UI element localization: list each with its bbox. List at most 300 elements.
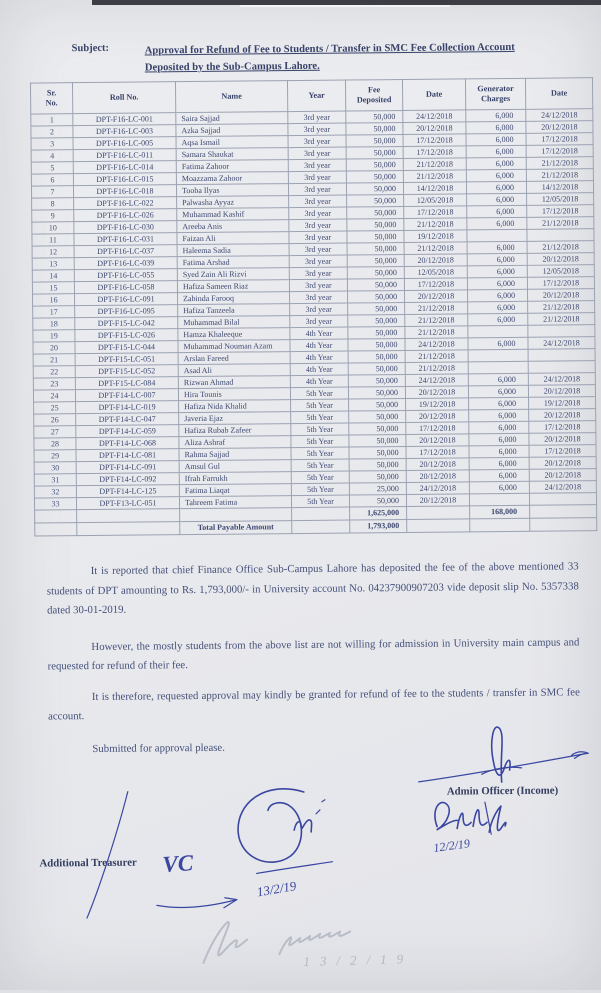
cell-date: 17/12/2018 bbox=[403, 134, 466, 147]
cell-gen_date: 20/12/2018 bbox=[529, 457, 596, 470]
subtotal-fee: 1,625,000 bbox=[350, 506, 407, 520]
cell-gen: 6,000 bbox=[467, 205, 527, 218]
cell-gen bbox=[468, 349, 528, 362]
cell bbox=[292, 520, 350, 534]
cell-gen_date: 14/12/2018 bbox=[526, 181, 593, 194]
cell-gen: 6,000 bbox=[468, 337, 528, 350]
cell-year: 5th Year bbox=[291, 471, 349, 484]
cell-name: Zabinda Farooq bbox=[178, 292, 290, 305]
cell-name: Syed Zain Ali Rizvi bbox=[177, 268, 289, 281]
fee-table-summary bbox=[35, 505, 597, 536]
cell-year: 3rd year bbox=[288, 135, 346, 148]
cell-sr: 29 bbox=[34, 450, 76, 462]
cell-gen_date: 17/12/2018 bbox=[526, 133, 593, 146]
cell-fee: 25,000 bbox=[349, 482, 406, 495]
cell-fee: 50,000 bbox=[347, 278, 404, 291]
cell-year: 3rd year bbox=[289, 231, 347, 244]
cell-year: 3rd year bbox=[288, 159, 346, 172]
cell-gen_date: 20/12/2018 bbox=[529, 469, 596, 482]
cell-fee: 50,000 bbox=[347, 254, 404, 267]
subtotal-generator: 168,000 bbox=[470, 505, 530, 519]
cell-date: 17/12/2018 bbox=[406, 422, 469, 435]
cell-roll: DPT-F14-LC-081 bbox=[76, 449, 179, 462]
cell-gen_date: 21/12/2018 bbox=[528, 313, 595, 326]
fee-table-body bbox=[31, 109, 597, 510]
cell-fee: 50,000 bbox=[347, 207, 404, 220]
cell-roll: DPT-F16-LC-001 bbox=[73, 113, 176, 126]
cell-fee: 50,000 bbox=[349, 494, 406, 507]
cell-gen_date: 17/12/2018 bbox=[527, 205, 594, 218]
circle-signature-stroke-icon bbox=[226, 780, 337, 881]
total-fee: 1,793,000 bbox=[350, 519, 407, 533]
cell-date: 21/12/2018 bbox=[405, 326, 468, 339]
cell-fee: 50,000 bbox=[348, 326, 405, 339]
cell-fee: 50,000 bbox=[347, 219, 404, 232]
cell-sr: 1 bbox=[31, 114, 73, 126]
cell-year: 4th Year bbox=[290, 363, 348, 376]
cell-fee: 50,000 bbox=[346, 135, 403, 148]
cell-gen: 6,000 bbox=[467, 217, 527, 230]
cell-year: 3rd year bbox=[288, 147, 346, 160]
cell-name: Ifrah Farrukh bbox=[179, 472, 291, 485]
cell-year: 3rd year bbox=[288, 111, 346, 124]
cell-fee: 50,000 bbox=[349, 446, 406, 459]
cell-gen_date: 19/12/2018 bbox=[529, 397, 596, 410]
cell-name: Aqsa Ismail bbox=[176, 136, 288, 149]
cell-sr: 33 bbox=[34, 498, 76, 510]
cell-name: Arslan Fareed bbox=[178, 352, 290, 365]
cell-date: 17/12/2018 bbox=[406, 446, 469, 459]
cell-gen_date: 12/05/2018 bbox=[527, 193, 594, 206]
cell-gen_date: 21/12/2018 bbox=[527, 241, 594, 254]
cell-gen_date: 17/12/2018 bbox=[529, 421, 596, 434]
cell-gen_date: 17/12/2018 bbox=[527, 277, 594, 290]
cell-roll: DPT-F15-LC-026 bbox=[75, 329, 178, 342]
cell-name: Muhammad Bilal bbox=[178, 316, 290, 329]
cell-roll: DPT-F16-LC-030 bbox=[74, 221, 177, 234]
cell-fee: 50,000 bbox=[348, 350, 405, 363]
col-header-name: Name bbox=[175, 81, 287, 113]
cell-date: 24/12/2018 bbox=[406, 482, 469, 495]
cell-sr: 28 bbox=[34, 438, 76, 450]
col-header-year: Year bbox=[287, 80, 345, 112]
cell-gen_date: 24/12/2018 bbox=[528, 373, 595, 386]
cell-gen: 6,000 bbox=[466, 157, 526, 170]
cell-year: 3rd year bbox=[289, 195, 347, 208]
cell-roll: DPT-F14-LC-068 bbox=[76, 437, 179, 450]
cell-gen_date bbox=[528, 361, 595, 374]
fee-table bbox=[30, 77, 597, 536]
cell-name: Rahma Sajjad bbox=[179, 448, 291, 461]
cell-date: 20/12/2018 bbox=[406, 470, 469, 483]
cell-name: Samara Shaukat bbox=[176, 148, 288, 161]
cell-gen_date: 24/12/2018 bbox=[526, 109, 593, 122]
cell-gen_date: 20/12/2018 bbox=[529, 433, 596, 446]
cell-sr: 17 bbox=[33, 306, 75, 318]
cell-year: 4th Year bbox=[290, 327, 348, 340]
cell-name: Tahreem Fatima bbox=[179, 496, 291, 509]
cell-gen: 6,000 bbox=[469, 445, 529, 458]
cell-gen_date bbox=[527, 229, 594, 242]
cell-name: Muhammad Nouman Azam bbox=[178, 340, 290, 353]
cell-gen_date bbox=[528, 349, 595, 362]
cell-year: 3rd year bbox=[289, 243, 347, 256]
cell-gen: 6,000 bbox=[469, 397, 529, 410]
cell bbox=[407, 506, 470, 520]
cell-roll: DPT-F16-LC-039 bbox=[74, 257, 177, 270]
cell-gen_date: 21/12/2018 bbox=[528, 301, 595, 314]
cell-roll: DPT-F16-LC-031 bbox=[74, 233, 177, 246]
cell-name: Asad Ali bbox=[178, 364, 290, 377]
cell-fee: 50,000 bbox=[349, 398, 406, 411]
cell-fee: 50,000 bbox=[349, 434, 406, 447]
cell-name: Muhammad Kashif bbox=[177, 208, 289, 221]
cell-sr: 2 bbox=[31, 126, 73, 138]
subject-row bbox=[72, 38, 562, 77]
cell-gen: 6,000 bbox=[469, 469, 529, 482]
cell-roll: DPT-F15-LC-042 bbox=[75, 317, 178, 330]
cell-fee: 50,000 bbox=[347, 290, 404, 303]
cell-date: 12/05/2018 bbox=[404, 266, 467, 279]
cell-name: Hafiza Rubab Zafeer bbox=[179, 424, 291, 437]
cell-gen: 6,000 bbox=[468, 385, 528, 398]
cell-date: 21/12/2018 bbox=[405, 362, 468, 375]
cell-year: 3rd year bbox=[290, 315, 348, 328]
cell-sr: 27 bbox=[34, 426, 76, 438]
cell-sr: 25 bbox=[34, 402, 76, 414]
cell-roll: DPT-F15-LC-084 bbox=[75, 377, 178, 390]
cell-sr: 9 bbox=[32, 210, 74, 222]
cell-fee: 50,000 bbox=[346, 123, 403, 136]
cell-date: 24/12/2018 bbox=[405, 374, 468, 387]
cell-sr: 16 bbox=[33, 294, 75, 306]
cell-year: 5th Year bbox=[290, 387, 348, 400]
cell-year: 5th Year bbox=[291, 399, 349, 412]
subject-label: Subject: bbox=[71, 42, 110, 55]
cell-roll: DPT-F16-LC-005 bbox=[73, 137, 176, 150]
cell-date: 21/12/2018 bbox=[403, 170, 466, 183]
cell-date: 24/12/2018 bbox=[403, 110, 466, 123]
cell-year: 5th Year bbox=[291, 483, 349, 496]
cell-name: Areeba Anis bbox=[177, 220, 289, 233]
cell-gen_date: 24/12/2018 bbox=[528, 337, 595, 350]
cell-fee: 50,000 bbox=[346, 111, 403, 124]
cell-sr: 11 bbox=[32, 234, 74, 246]
cell-fee: 50,000 bbox=[347, 230, 404, 243]
cell-gen: 6,000 bbox=[466, 121, 526, 134]
paragraph-submitted: Submitted for approval please. bbox=[92, 741, 225, 755]
cell-year: 3rd year bbox=[288, 183, 346, 196]
cell-fee: 50,000 bbox=[347, 266, 404, 279]
cell-gen: 6,000 bbox=[469, 433, 529, 446]
admin-signature-date: 12/2/19 bbox=[432, 836, 471, 855]
cell-year: 3rd year bbox=[289, 255, 347, 268]
cell-date: 19/12/2018 bbox=[404, 230, 467, 243]
cell-name: Fatima Zahoor bbox=[176, 160, 288, 173]
cell-sr: 13 bbox=[32, 258, 74, 270]
cell-name: Hamza Khaleeque bbox=[178, 328, 290, 341]
cell-date: 21/12/2018 bbox=[405, 302, 468, 315]
cell-gen_date: 20/12/2018 bbox=[526, 121, 593, 134]
cell bbox=[530, 505, 597, 519]
cell-roll: DPT-F14-LC-125 bbox=[76, 485, 179, 498]
cell-gen: 6,000 bbox=[466, 169, 526, 182]
cell-date: 20/12/2018 bbox=[406, 410, 469, 423]
admin-officer-signature bbox=[415, 723, 594, 787]
cell bbox=[77, 509, 180, 523]
cell-roll: DPT-F16-LC-011 bbox=[73, 149, 176, 162]
cell-gen_date: 20/12/2018 bbox=[529, 409, 596, 422]
cell-fee: 50,000 bbox=[348, 374, 405, 387]
cell bbox=[292, 507, 350, 521]
cell-fee: 50,000 bbox=[347, 242, 404, 255]
col-header-date-2: Date bbox=[525, 78, 592, 110]
cell-fee: 50,000 bbox=[346, 147, 403, 160]
cell-roll: DPT-F15-LC-051 bbox=[75, 353, 178, 366]
cell-gen: 6,000 bbox=[468, 313, 528, 326]
paragraph-deposit-report: It is reported that chief Finance Office Sub-Campus Lahore has deposited the fee of the above mentioned 33 students of DPT amounting to Rs. 1,793,000/- in University account No. 04237900907203 vide deposit slip No. 5357338 dated 30-01-2019. bbox=[46, 560, 579, 617]
cell-year: 3rd year bbox=[288, 123, 346, 136]
cell-sr: 32 bbox=[34, 486, 76, 498]
treasurer-slash-mark bbox=[76, 790, 137, 923]
cell-gen: 6,000 bbox=[468, 373, 528, 386]
cell bbox=[180, 508, 292, 522]
cell-date: 20/12/2018 bbox=[406, 434, 469, 447]
cell-sr: 23 bbox=[33, 378, 75, 390]
cell-year: 3rd year bbox=[289, 291, 347, 304]
cell-fee: 50,000 bbox=[346, 159, 403, 172]
cell-gen_date bbox=[528, 325, 595, 338]
cell bbox=[77, 522, 180, 536]
cell-year: 4th Year bbox=[290, 351, 348, 364]
admin-officer-label: Admin Officer (Income) bbox=[446, 784, 559, 798]
cell-year: 3rd year bbox=[289, 219, 347, 232]
cell-fee: 50,000 bbox=[348, 362, 405, 375]
cell-gen: 6,000 bbox=[466, 145, 526, 158]
cell-gen_date: 20/12/2018 bbox=[528, 385, 595, 398]
cell-gen bbox=[467, 229, 527, 242]
cell-gen: 6,000 bbox=[466, 181, 526, 194]
cell-roll: DPT-F14-LC-007 bbox=[75, 389, 178, 402]
cell-gen_date: 20/12/2018 bbox=[527, 289, 594, 302]
cell-gen_date: 20/12/2018 bbox=[527, 253, 594, 266]
cell-year: 5th Year bbox=[291, 411, 349, 424]
cell-roll: DPT-F13-LC-051 bbox=[76, 497, 179, 510]
cell-roll: DPT-F14-LC-091 bbox=[76, 461, 179, 474]
cell-roll: DPT-F16-LC-058 bbox=[74, 281, 177, 294]
cell-year: 4th Year bbox=[290, 375, 348, 388]
pencil-date-mark bbox=[303, 951, 413, 970]
cell-roll: DPT-F14-LC-047 bbox=[76, 413, 179, 426]
cell-gen_date: 21/12/2018 bbox=[526, 157, 593, 170]
cell-sr: 4 bbox=[31, 150, 73, 162]
cell-roll: DPT-F14-LC-092 bbox=[76, 473, 179, 486]
vc-initials: VC bbox=[161, 850, 194, 878]
cell-roll: DPT-F16-LC-015 bbox=[73, 173, 176, 186]
cell-gen_date: 17/12/2018 bbox=[526, 145, 593, 158]
cell-gen bbox=[468, 325, 528, 338]
cell-name: Hafiza Sameen Riaz bbox=[177, 280, 289, 293]
cell-fee: 50,000 bbox=[349, 422, 406, 435]
cell-name: Faizan Ali bbox=[177, 232, 289, 245]
cell-sr: 24 bbox=[33, 390, 75, 402]
cell-fee: 50,000 bbox=[349, 458, 406, 471]
cell-gen_date: 17/12/2018 bbox=[529, 445, 596, 458]
cell-date: 20/12/2018 bbox=[405, 386, 468, 399]
cell-date: 17/12/2018 bbox=[404, 206, 467, 219]
cell-name: Aliza Ashraf bbox=[179, 436, 291, 449]
cell-sr: 12 bbox=[32, 246, 74, 258]
cell-date: 20/12/2018 bbox=[404, 290, 467, 303]
cell-gen: 6,000 bbox=[469, 421, 529, 434]
cell-gen: 6,000 bbox=[467, 289, 527, 302]
cell-gen_date: 21/12/2018 bbox=[527, 217, 594, 230]
cell-gen: 6,000 bbox=[467, 193, 527, 206]
cell-roll: DPT-F16-LC-055 bbox=[74, 269, 177, 282]
cell-date: 24/12/2018 bbox=[405, 338, 468, 351]
cell-sr: 19 bbox=[33, 330, 75, 342]
cell-name: Rizwan Ahmad bbox=[178, 376, 290, 389]
cell-sr: 30 bbox=[34, 462, 76, 474]
cell-gen bbox=[469, 493, 529, 506]
cell-roll: DPT-F16-LC-026 bbox=[74, 209, 177, 222]
cell-date: 20/12/2018 bbox=[403, 122, 466, 135]
cell-roll: DPT-F15-LC-052 bbox=[75, 365, 178, 378]
cell bbox=[35, 510, 77, 523]
cell-roll: DPT-F16-LC-095 bbox=[75, 305, 178, 318]
col-header-sr-no: Sr. No. bbox=[30, 83, 72, 114]
cell-name: Hira Tounis bbox=[178, 388, 290, 401]
cell-year: 5th Year bbox=[291, 447, 349, 460]
cell-fee: 50,000 bbox=[347, 195, 404, 208]
approver-signature-date: 13/2/19 bbox=[255, 878, 298, 900]
cell bbox=[470, 518, 530, 532]
cell-name: Javeria Ejaz bbox=[179, 412, 291, 425]
cell-date: 14/12/2018 bbox=[403, 182, 466, 195]
cell-gen: 6,000 bbox=[467, 265, 527, 278]
cell-date: 17/12/2018 bbox=[403, 146, 466, 159]
cell-year: 4th Year bbox=[290, 339, 348, 352]
cell-date: 21/12/2018 bbox=[403, 158, 466, 171]
cell-sr: 21 bbox=[33, 354, 75, 366]
cell-year: 3rd year bbox=[289, 267, 347, 280]
cell-roll: DPT-F16-LC-014 bbox=[73, 161, 176, 174]
cell-date: 20/12/2018 bbox=[404, 254, 467, 267]
cell-roll: DPT-F16-LC-018 bbox=[73, 185, 176, 198]
slash-stroke-icon bbox=[76, 790, 137, 923]
cell-date: 21/12/2018 bbox=[405, 314, 468, 327]
cell-name: Fatima Liaqat bbox=[179, 484, 291, 497]
cell-fee: 50,000 bbox=[349, 470, 406, 483]
cell-sr: 14 bbox=[32, 270, 74, 282]
cell-gen: 6,000 bbox=[467, 253, 527, 266]
cell-name: Azka Sajjad bbox=[176, 124, 288, 137]
cell bbox=[530, 518, 597, 532]
cell-sr: 26 bbox=[34, 414, 76, 426]
cell bbox=[35, 523, 77, 536]
cell-sr: 22 bbox=[33, 366, 75, 378]
cell-roll: DPT-F14-LC-059 bbox=[76, 425, 179, 438]
cell bbox=[407, 519, 470, 533]
cell-date: 20/12/2018 bbox=[406, 458, 469, 471]
cell-sr: 18 bbox=[33, 318, 75, 330]
cell-name: Tooba Ilyas bbox=[176, 184, 288, 197]
cell-gen: 6,000 bbox=[466, 109, 526, 122]
col-header-roll-no: Roll No. bbox=[72, 82, 175, 114]
cell-year: 5th Year bbox=[291, 423, 349, 436]
cell-gen bbox=[468, 361, 528, 374]
cell-gen: 6,000 bbox=[469, 409, 529, 422]
cell-date: 21/12/2018 bbox=[404, 218, 467, 231]
cell-year: 5th Year bbox=[291, 459, 349, 472]
cell-date: 19/12/2018 bbox=[406, 398, 469, 411]
cell-gen_date: 21/12/2018 bbox=[526, 169, 593, 182]
cell-date: 17/12/2018 bbox=[404, 278, 467, 291]
cell-gen: 6,000 bbox=[467, 277, 527, 290]
cell-year: 5th Year bbox=[291, 435, 349, 448]
cell-sr: 15 bbox=[32, 282, 74, 294]
cell-fee: 50,000 bbox=[348, 314, 405, 327]
cell-year: 5th Year bbox=[291, 495, 349, 508]
cell-gen: 6,000 bbox=[469, 457, 529, 470]
cell-date: 21/12/2018 bbox=[405, 350, 468, 363]
cell-year: 3rd year bbox=[289, 279, 347, 292]
cell-gen: 6,000 bbox=[468, 301, 528, 314]
initials-stroke-icon bbox=[425, 794, 517, 837]
cell-fee: 50,000 bbox=[348, 386, 405, 399]
cell-name: Hafiza Nida Khalid bbox=[179, 400, 291, 413]
cell-sr: 5 bbox=[31, 162, 73, 174]
cell-gen: 6,000 bbox=[469, 481, 529, 494]
cell-year: 3rd year bbox=[290, 303, 348, 316]
col-header-date: Date bbox=[402, 79, 465, 111]
col-header-fee-deposited: Fee Deposited bbox=[345, 80, 402, 112]
col-header-generator-charges: Generator Charges bbox=[465, 78, 525, 110]
additional-treasurer-label: Additional Treasurer bbox=[39, 856, 137, 870]
cell-roll: DPT-F16-LC-022 bbox=[74, 197, 177, 210]
cell-sr: 10 bbox=[32, 222, 74, 234]
cell-date: 20/12/2018 bbox=[406, 494, 469, 507]
cell-roll: DPT-F16-LC-037 bbox=[74, 245, 177, 258]
vc-initials-mark bbox=[162, 851, 193, 877]
signature-stroke-icon bbox=[415, 723, 594, 787]
cell-roll: DPT-F14-LC-019 bbox=[76, 401, 179, 414]
cell-sr: 31 bbox=[34, 474, 76, 486]
cell-roll: DPT-F16-LC-003 bbox=[73, 125, 176, 138]
paragraph-refund-request: However, the mostly students from the above list are not willing for admission in University main campus and requested for refund of their fee. bbox=[47, 635, 580, 673]
subject-text: Approval for Refund of Fee to Students / Transfer in SMC Fee Collection Account Deposited by the Sub-Campus Lahore. bbox=[144, 41, 515, 74]
cell-name: Fatima Arshad bbox=[177, 256, 289, 269]
paragraph-approval-request: It is therefore, requested approval may kindly be granted for refund of fee to the students / transfer in SMC fee account. bbox=[48, 685, 580, 723]
cell-fee: 50,000 bbox=[346, 183, 403, 196]
cell-gen_date bbox=[529, 493, 596, 506]
cell-gen_date: 12/05/2018 bbox=[527, 265, 594, 278]
cell-fee: 50,000 bbox=[346, 171, 403, 184]
cell-roll: DPT-F16-LC-091 bbox=[75, 293, 178, 306]
cell-name: Moazzama Zahoor bbox=[176, 172, 288, 185]
admin-officer-initials bbox=[425, 794, 518, 855]
pencil-date: 13/2/19 bbox=[303, 950, 414, 969]
cell-name: Palwasha Ayyaz bbox=[177, 196, 289, 209]
cell-fee: 50,000 bbox=[348, 302, 405, 315]
cell-date: 21/12/2018 bbox=[404, 242, 467, 255]
cell-name: Saira Sajjad bbox=[176, 112, 288, 125]
cell-fee: 50,000 bbox=[348, 338, 405, 351]
cell-sr: 6 bbox=[31, 174, 73, 186]
cell-name: Hafiza Tanzeela bbox=[178, 304, 290, 317]
cell-date: 12/05/2018 bbox=[404, 194, 467, 207]
cell-gen: 6,000 bbox=[467, 241, 527, 254]
